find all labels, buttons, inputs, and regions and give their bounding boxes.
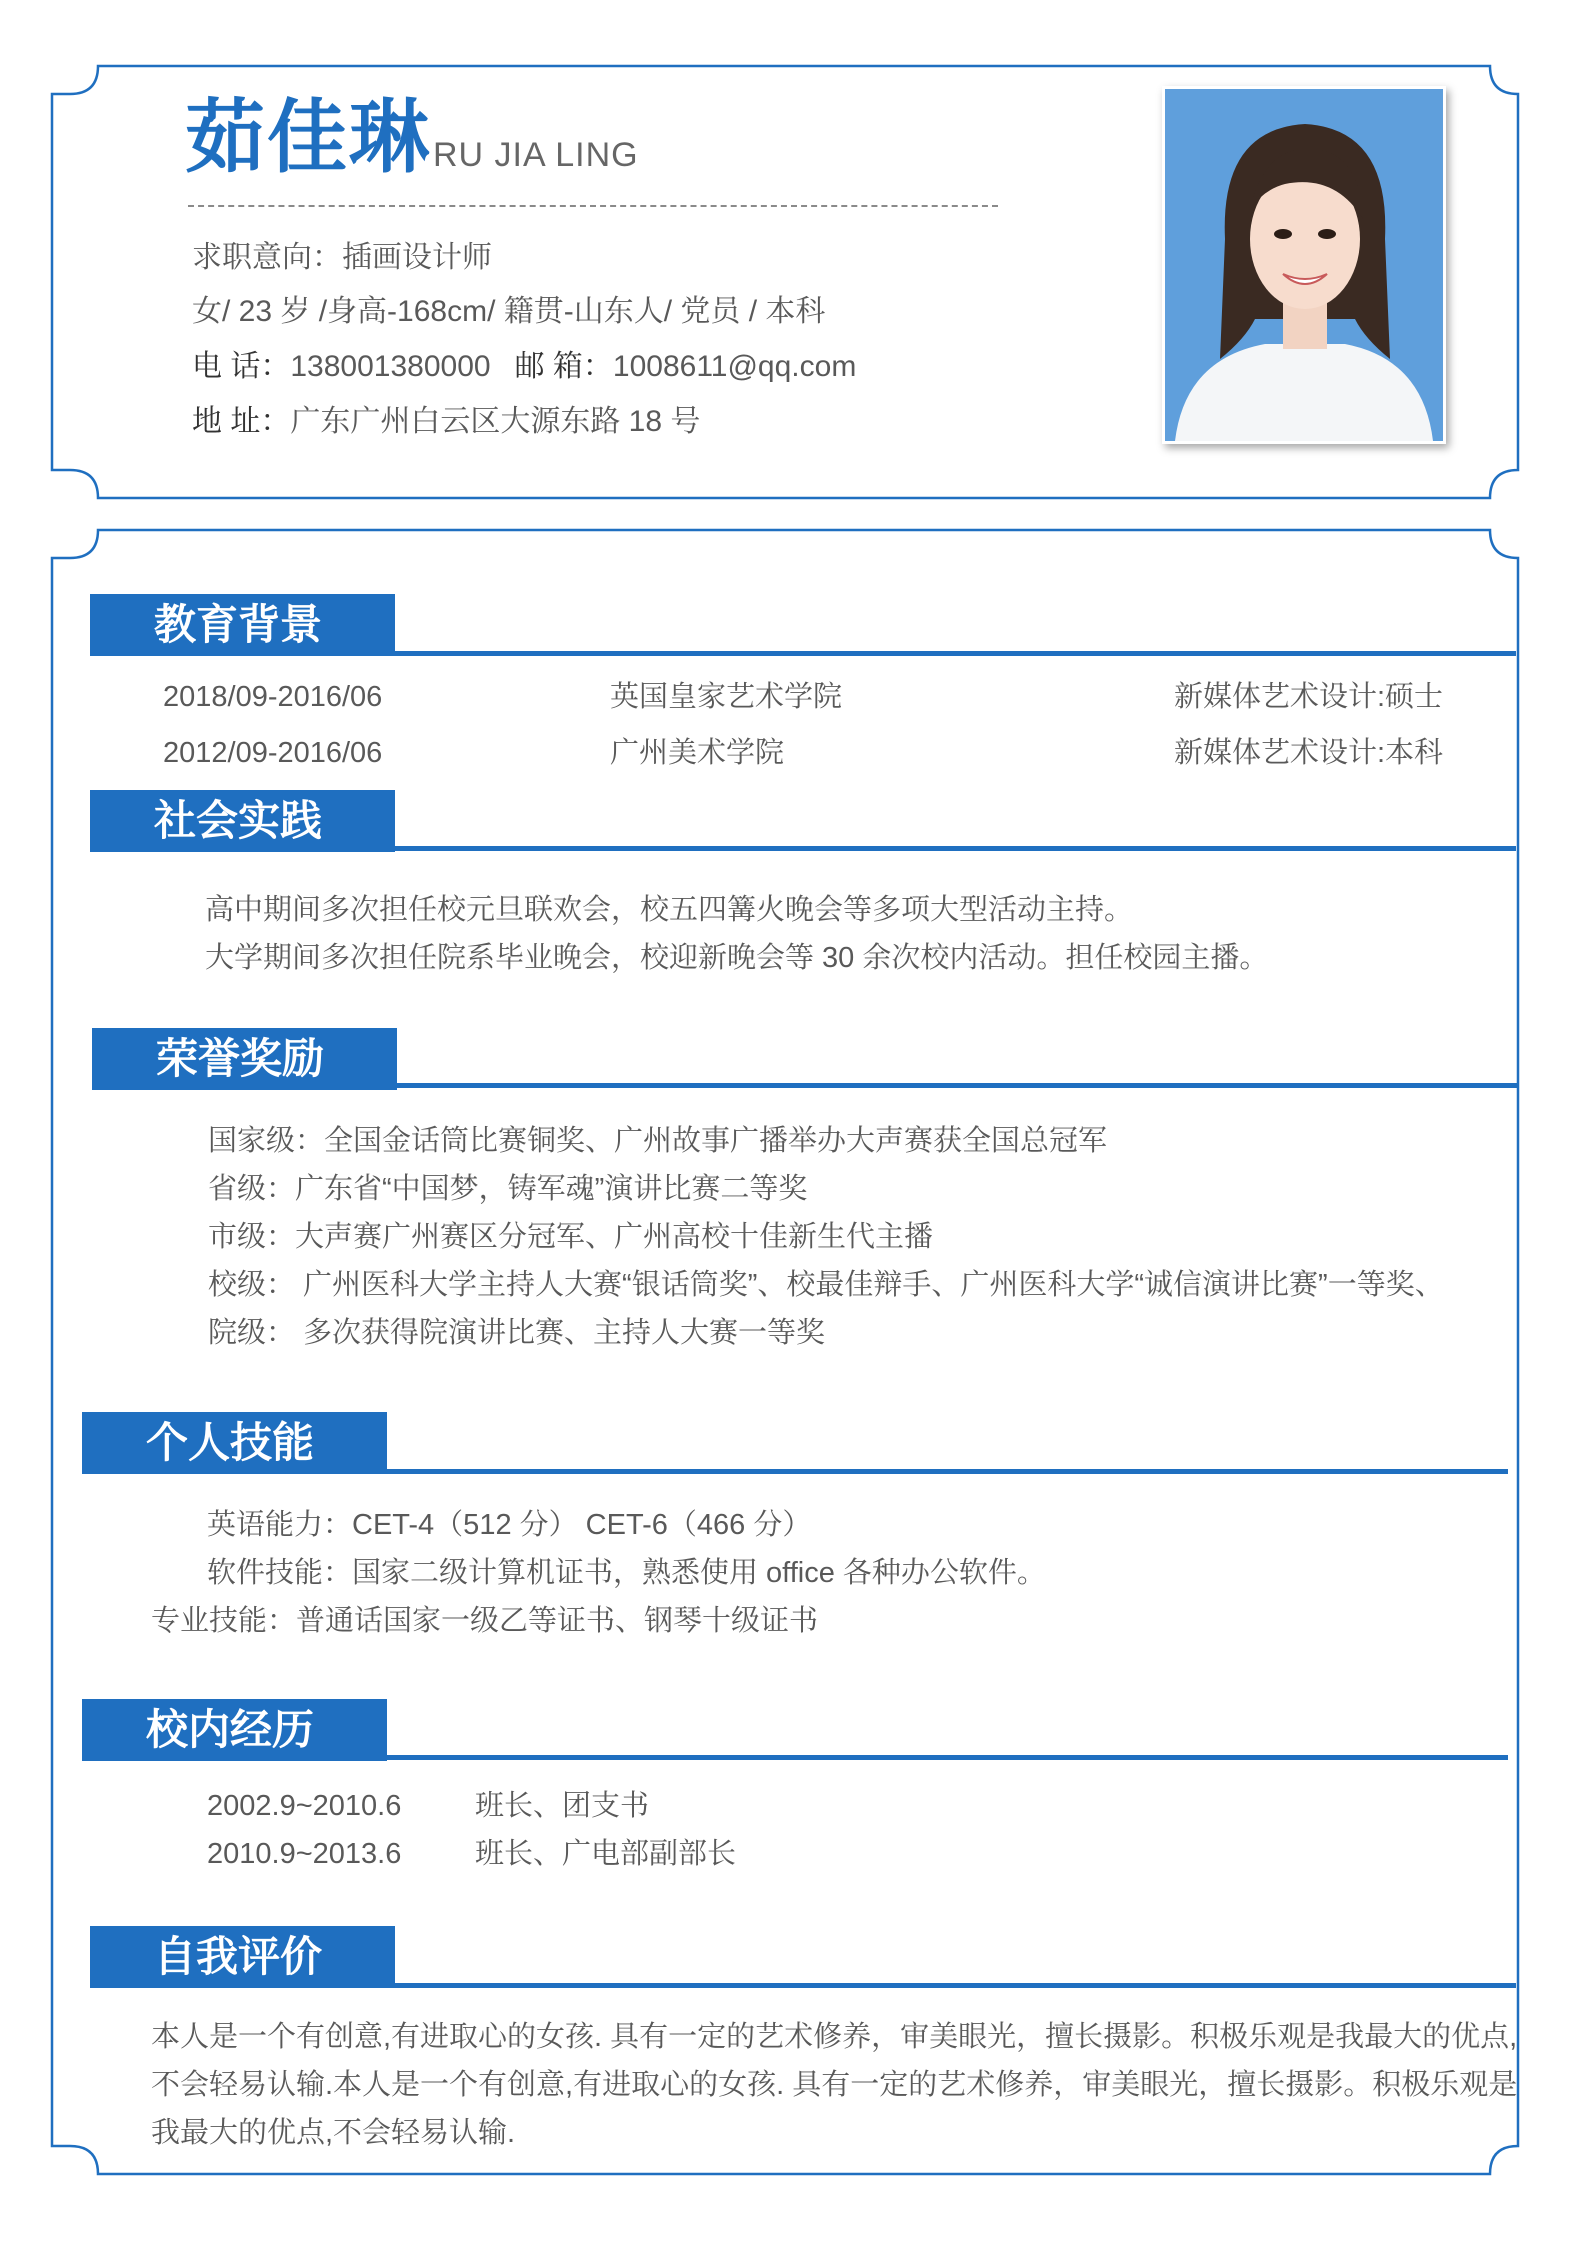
name-english: RU JIA LING [433, 136, 639, 174]
profile-photo [1162, 86, 1446, 444]
edu-date-2: 2012/09-2016/06 [163, 737, 383, 769]
honor-line-4: 校级： 广州医科大学主持人大赛“银话筒奖”、校最佳辩手、广州医科大学“诚信演讲比赛”一等奖、 [208, 1269, 1444, 1301]
edu-school-1: 英国皇家艺术学院 [610, 681, 843, 713]
campus-role-1: 班长、团支书 [475, 1790, 650, 1822]
honor-line-3: 市级：大声赛广州赛区分冠军、广州高校十佳新生代主播 [208, 1221, 934, 1253]
name: 茹佳琳 [185, 91, 431, 184]
phone-label: 电 话： [192, 350, 291, 383]
honor-line-1: 国家级：全国金话筒比赛铜奖、广州故事广播举办大声赛获全国总冠军 [208, 1125, 1108, 1157]
email-value: 1008611@qq.com [612, 350, 857, 383]
skill-line-1: 英语能力：CET-4（512 分） CET-6（466 分） [207, 1509, 812, 1541]
edu-major-2: 新媒体艺术设计:本科 [1174, 737, 1444, 769]
job-objective: 求职意向：插画设计师 [192, 241, 492, 274]
self-eval-line-3: 我最大的优点,不会轻易认输. [151, 2117, 516, 2149]
skill-line-3: 专业技能：普通话国家一级乙等证书、钢琴十级证书 [151, 1605, 819, 1637]
honor-line-5: 院级： 多次获得院演讲比赛、主持人大赛一等奖 [208, 1317, 826, 1349]
address-label: 地 址： [192, 405, 291, 438]
personal-details: 女/ 23 岁 /身高-168cm/ 籍贯-山东人/ 党员 / 本科 [192, 295, 826, 328]
contact-line [192, 349, 856, 385]
section-title-practice: 社会实践 [90, 790, 395, 852]
section-line-education [90, 651, 1516, 656]
section-line-self-eval [90, 1983, 1516, 1988]
email-label: 邮 箱： [514, 350, 613, 383]
section-line-honors [92, 1083, 1518, 1088]
address-line [192, 404, 700, 440]
portrait-illustration [1165, 89, 1443, 441]
section-title-campus: 校内经历 [82, 1699, 387, 1761]
header-divider [188, 205, 998, 207]
campus-date-1: 2002.9~2010.6 [207, 1790, 402, 1822]
practice-line-2: 大学期间多次担任院系毕业晚会，校迎新晚会等 30 余次校内活动。担任校园主播。 [205, 942, 1269, 974]
campus-date-2: 2010.9~2013.6 [207, 1838, 402, 1870]
campus-role-2: 班长、广电部副部长 [475, 1838, 737, 1870]
skill-line-2: 软件技能：国家二级计算机证书，熟悉使用 office 各种办公软件。 [207, 1557, 1046, 1589]
section-title-self-eval: 自我评价 [90, 1926, 395, 1988]
self-eval-line-1: 本人是一个有创意,有进取心的女孩. 具有一定的艺术修养，审美眼光，擅长摄影。积极乐观是我最大的优点, [151, 2021, 1518, 2053]
section-line-practice [90, 846, 1516, 851]
honor-line-2: 省级：广东省“中国梦，铸军魂”演讲比赛二等奖 [208, 1173, 808, 1205]
edu-major-1: 新媒体艺术设计:硕士 [1174, 681, 1444, 713]
section-title-honors: 荣誉奖励 [92, 1028, 397, 1090]
phone-value: 138001380000 [290, 350, 491, 383]
section-title-skills: 个人技能 [82, 1412, 387, 1474]
section-title-education: 教育背景 [90, 594, 395, 656]
edu-school-2: 广州美术学院 [610, 737, 785, 769]
section-line-campus [82, 1755, 1508, 1760]
edu-date-1: 2018/09-2016/06 [163, 681, 383, 713]
self-eval-line-2: 不会轻易认输.本人是一个有创意,有进取心的女孩. 具有一定的艺术修养，审美眼光，擅长摄影。积极乐观是 [151, 2069, 1518, 2101]
practice-line-1: 高中期间多次担任校元旦联欢会，校五四篝火晚会等多项大型活动主持。 [205, 894, 1134, 926]
section-line-skills [82, 1469, 1508, 1474]
address-value: 广东广州白云区大源东路 18 号 [290, 405, 701, 438]
